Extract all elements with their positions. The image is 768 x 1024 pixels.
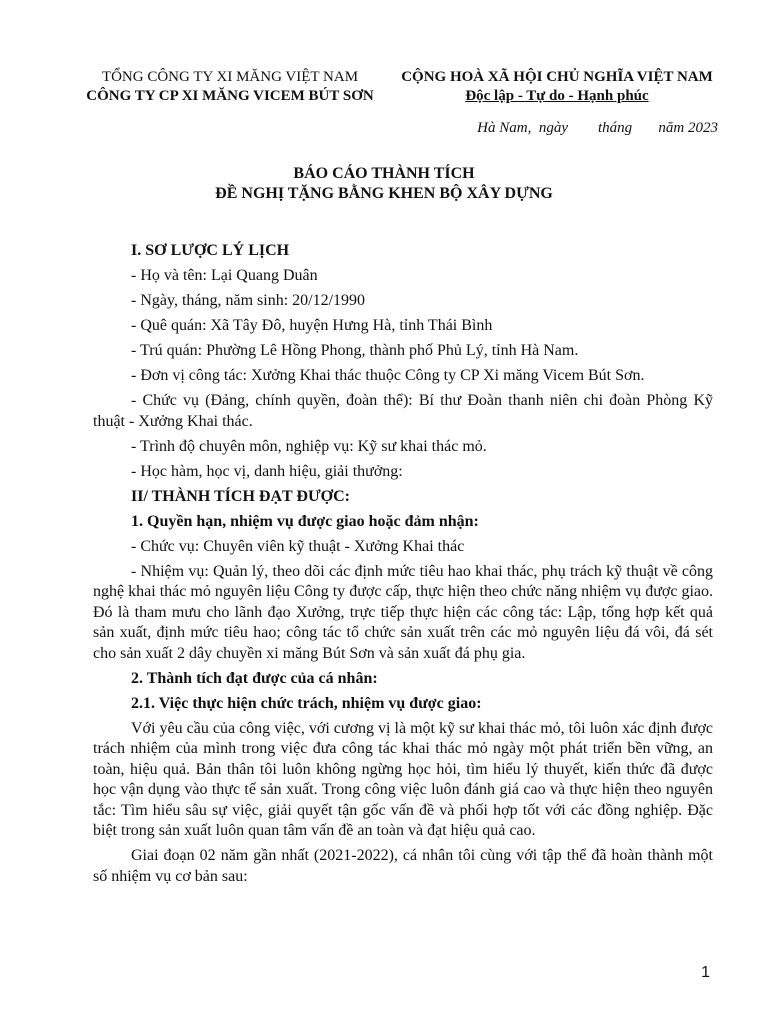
- subsection-heading-duties: 1. Quyền hạn, nhiệm vụ được giao hoặc đảm nhận:: [131, 512, 479, 530]
- bio-position: - Chức vụ (Đảng, chính quyền, đoàn thể): Bí thư Đoàn thanh niên chi đoàn Phòng Kỹ thuật - Xưởng Khai thác.: [93, 392, 713, 430]
- company-name-text: CÔNG TY CP XI MĂNG VICEM BÚT SƠN: [86, 88, 374, 104]
- title-line-1: BÁO CÁO THÀNH TÍCH: [293, 165, 475, 182]
- date-line: Hà Nam, ngày tháng năm 2023: [477, 120, 718, 136]
- document-body: [93, 241, 713, 892]
- parent-company-name: TỔNG CÔNG TY XI MĂNG VIỆT NAM: [101, 69, 359, 85]
- subsection-heading-personal-achievements: 2. Thành tích đạt được của cá nhân:: [131, 669, 378, 687]
- document-title: [0, 164, 768, 204]
- section-heading-achievements: II/ THÀNH TÍCH ĐẠT ĐƯỢC:: [131, 487, 350, 505]
- bio-birthdate: - Ngày, tháng, năm sinh: 20/12/1990: [131, 292, 366, 309]
- national-motto-header: [386, 68, 728, 106]
- title-line-2: ĐỀ NGHỊ TẶNG BẰNG KHEN BỘ XÂY DỰNG: [215, 185, 553, 202]
- page-number: 1: [701, 964, 710, 981]
- paragraph: Giai đoạn 02 năm gần nhất (2021-2022), cá nhân tôi cùng với tập thể đã hoàn thành một số nhiệm vụ cơ bản sau:: [93, 847, 713, 885]
- bio-awards: - Học hàm, học vị, danh hiệu, giải thưởng:: [131, 462, 403, 480]
- bio-workplace: - Đơn vị công tác: Xưởng Khai thác thuộc Công ty CP Xi măng Vicem Bút Sơn.: [131, 367, 645, 384]
- bio-name: - Họ và tên: Lại Quang Duân: [131, 267, 318, 284]
- duty-position: - Chức vụ: Chuyên viên kỹ thuật - Xưởng Khai thác: [131, 537, 465, 555]
- motto: Độc lập - Tự do - Hạnh phúc: [465, 88, 649, 104]
- section-heading-biography: I. SƠ LƯỢC LÝ LỊCH: [131, 242, 290, 259]
- duty-tasks: - Nhiệm vụ: Quản lý, theo dõi các định mức tiêu hao khai thác, phụ trách kỹ thuật về công nghệ khai thác mỏ nguyên liệu Công ty được cấp, thực hiện theo chức năng nhiệm vụ được giao. Đó là tham mưu cho lãnh đạo Xưởng, trực tiếp thực hiện các công tác: Lập, tổng hợp kết quả sản xuất, định mức tiêu hao; công tác tổ chức sản xuất trên các mỏ nguyên liệu đá vôi, đá sét cho sản xuất 2 dây chuyền xi măng Bút Sơn và sản xuất đá phụ gia.: [93, 562, 713, 662]
- bio-qualification: - Trình độ chuyên môn, nghiệp vụ: Kỹ sư khai thác mỏ.: [131, 437, 487, 455]
- bio-hometown: - Quê quán: Xã Tây Đô, huyện Hưng Hà, tỉnh Thái Bình: [131, 317, 493, 334]
- subsection-heading-responsibilities: 2.1. Việc thực hiện chức trách, nhiệm vụ được giao:: [131, 694, 482, 712]
- paragraph: Với yêu cầu của công việc, với cương vị là một kỹ sư khai thác mỏ, tôi luôn xác định được trách nhiệm của mình trong việc đưa công tác khai thác mỏ ngày một phát triển bền vững, an toàn, hiệu quả. Bản thân tôi luôn không ngừng học hỏi, tìm hiểu lý thuyết, kiến thức đã được học vận dụng vào thực tế sản xuất. Trong công việc luôn đánh giá cao và thực hiện theo nguyên tắc: Tìm hiểu sâu sự việc, giải quyết tận gốc vấn đề và phối hợp tốt với các đồng nghiệp. Đặc biệt trong sản xuất luôn quan tâm vấn đề an toàn và đạt hiệu quả cao.: [93, 719, 713, 839]
- bio-residence: - Trú quán: Phường Lê Hồng Phong, thành phố Phủ Lý, tỉnh Hà Nam.: [131, 342, 579, 359]
- organization-header: [70, 68, 390, 106]
- country-name: CỘNG HOÀ XÃ HỘI CHỦ NGHĨA VIỆT NAM: [401, 69, 713, 85]
- company-name: [70, 87, 390, 106]
